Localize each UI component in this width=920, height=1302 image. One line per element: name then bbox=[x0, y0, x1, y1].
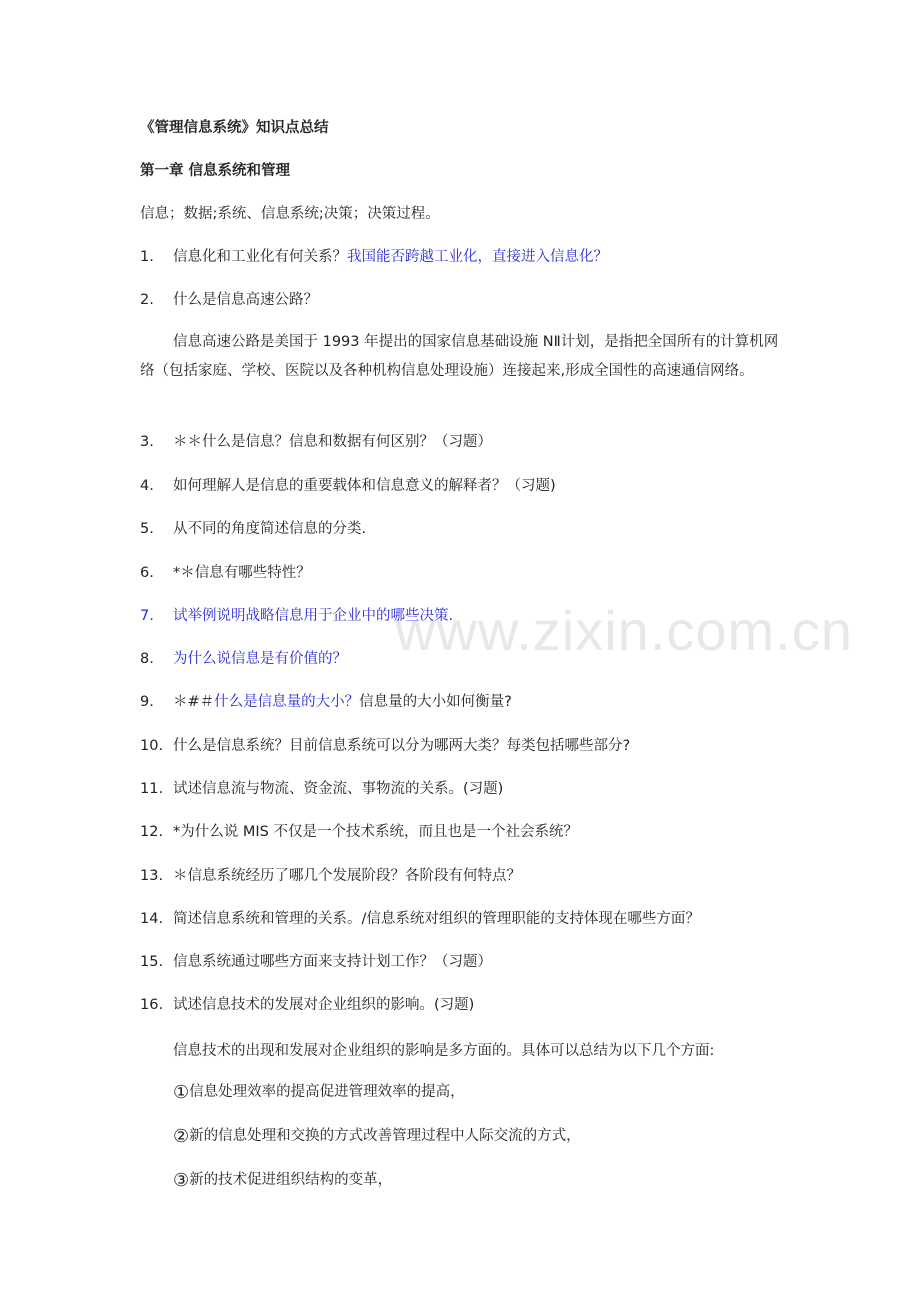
item-number: 1. bbox=[140, 249, 154, 265]
answer-point-text: 新的技术促进组织结构的变革， bbox=[189, 1172, 393, 1188]
item-number: 11. bbox=[140, 781, 164, 797]
item-text: 什么是信息系统？目前信息系统可以分为哪两大类？每类包括哪些部分? bbox=[173, 738, 631, 754]
item-text: 试举例说明战略信息用于企业中的哪些决策. bbox=[173, 608, 454, 624]
item-highlight: 什么是信息量的大小？ bbox=[214, 694, 360, 710]
item-text: 信息量的大小如何衡量? bbox=[359, 694, 512, 710]
item-number: 13. bbox=[140, 868, 164, 884]
answer-paragraph: 信息高速公路是美国于 1993 年提出的国家信息基础设施 NⅡ计划，是指把全国所有的计算机网络（包括家庭、学校、医院以及各种机构信息处理设施）连接起来,形成全国性的高速通信网络。 bbox=[140, 334, 779, 379]
item-text: 为什么说信息是有价值的？ bbox=[173, 651, 347, 667]
item-prefix: ＊#＃ bbox=[173, 694, 215, 710]
circled-number-2: ② bbox=[173, 1126, 190, 1147]
item-text: ＊＊什么是信息？信息和数据有何区别？（习题） bbox=[173, 434, 492, 450]
watermark: www.zixin.com.cn bbox=[395, 599, 853, 662]
item-text: *＊信息有哪些特性？ bbox=[173, 565, 311, 581]
item-number: 15. bbox=[140, 954, 164, 970]
item-number: 4. bbox=[140, 478, 154, 494]
item-text: 如何理解人是信息的重要载体和信息意义的解释者？（习题) bbox=[173, 478, 556, 494]
item-number: 6. bbox=[140, 565, 154, 581]
item-number: 7. bbox=[140, 608, 154, 624]
answer-point bbox=[173, 1124, 581, 1147]
document-title: 《管理信息系统》知识点总结 bbox=[140, 120, 329, 136]
item-number: 2. bbox=[140, 292, 154, 308]
item-text: 试述信息技术的发展对企业组织的影响。(习题) bbox=[173, 997, 475, 1013]
item-number: 14. bbox=[140, 911, 164, 927]
item-number: 9. bbox=[140, 694, 154, 710]
item-text: 信息化和工业化有何关系？ bbox=[173, 249, 347, 265]
item-text: *为什么说 MIS 不仅是一个技术系统，而且也是一个社会系统？ bbox=[173, 824, 578, 840]
item-text: 从不同的角度简述信息的分类. bbox=[173, 521, 367, 537]
item-highlight: 我国能否跨越工业化，直接进入信息化？ bbox=[347, 249, 608, 265]
item-number: 12. bbox=[140, 824, 164, 840]
circled-number-3: ③ bbox=[173, 1170, 190, 1191]
item-text: 信息系统通过哪些方面来支持计划工作？（习题） bbox=[173, 954, 492, 970]
item-number: 16. bbox=[140, 997, 164, 1013]
item-number: 5. bbox=[140, 521, 154, 537]
answer-point-text: 信息处理效率的提高促进管理效率的提高， bbox=[189, 1084, 465, 1100]
keywords-line: 信息；数据;系统、信息系统;决策；决策过程。 bbox=[140, 206, 440, 222]
answer-point bbox=[173, 1080, 465, 1103]
answer-point bbox=[173, 1168, 392, 1191]
answer-intro: 信息技术的出现和发展对企业组织的影响是多方面的。具体可以总结为以下几个方面: bbox=[173, 1043, 715, 1059]
item-number: 10. bbox=[140, 738, 164, 754]
item-text: ＊信息系统经历了哪几个发展阶段？各阶段有何特点？ bbox=[173, 868, 521, 884]
item-text: 试述信息流与物流、资金流、事物流的关系。(习题) bbox=[173, 781, 504, 797]
answer-point-text: 新的信息处理和交换的方式改善管理过程中人际交流的方式， bbox=[189, 1128, 581, 1144]
item-text: 简述信息系统和管理的关系。/信息系统对组织的管理职能的支持体现在哪些方面？ bbox=[173, 911, 700, 927]
circled-number-1: ① bbox=[173, 1082, 190, 1103]
item-number: 8. bbox=[140, 651, 154, 667]
item-number: 3. bbox=[140, 434, 154, 450]
chapter-heading: 第一章 信息系统和管理 bbox=[140, 163, 291, 179]
item-text: 什么是信息高速公路？ bbox=[173, 292, 318, 308]
